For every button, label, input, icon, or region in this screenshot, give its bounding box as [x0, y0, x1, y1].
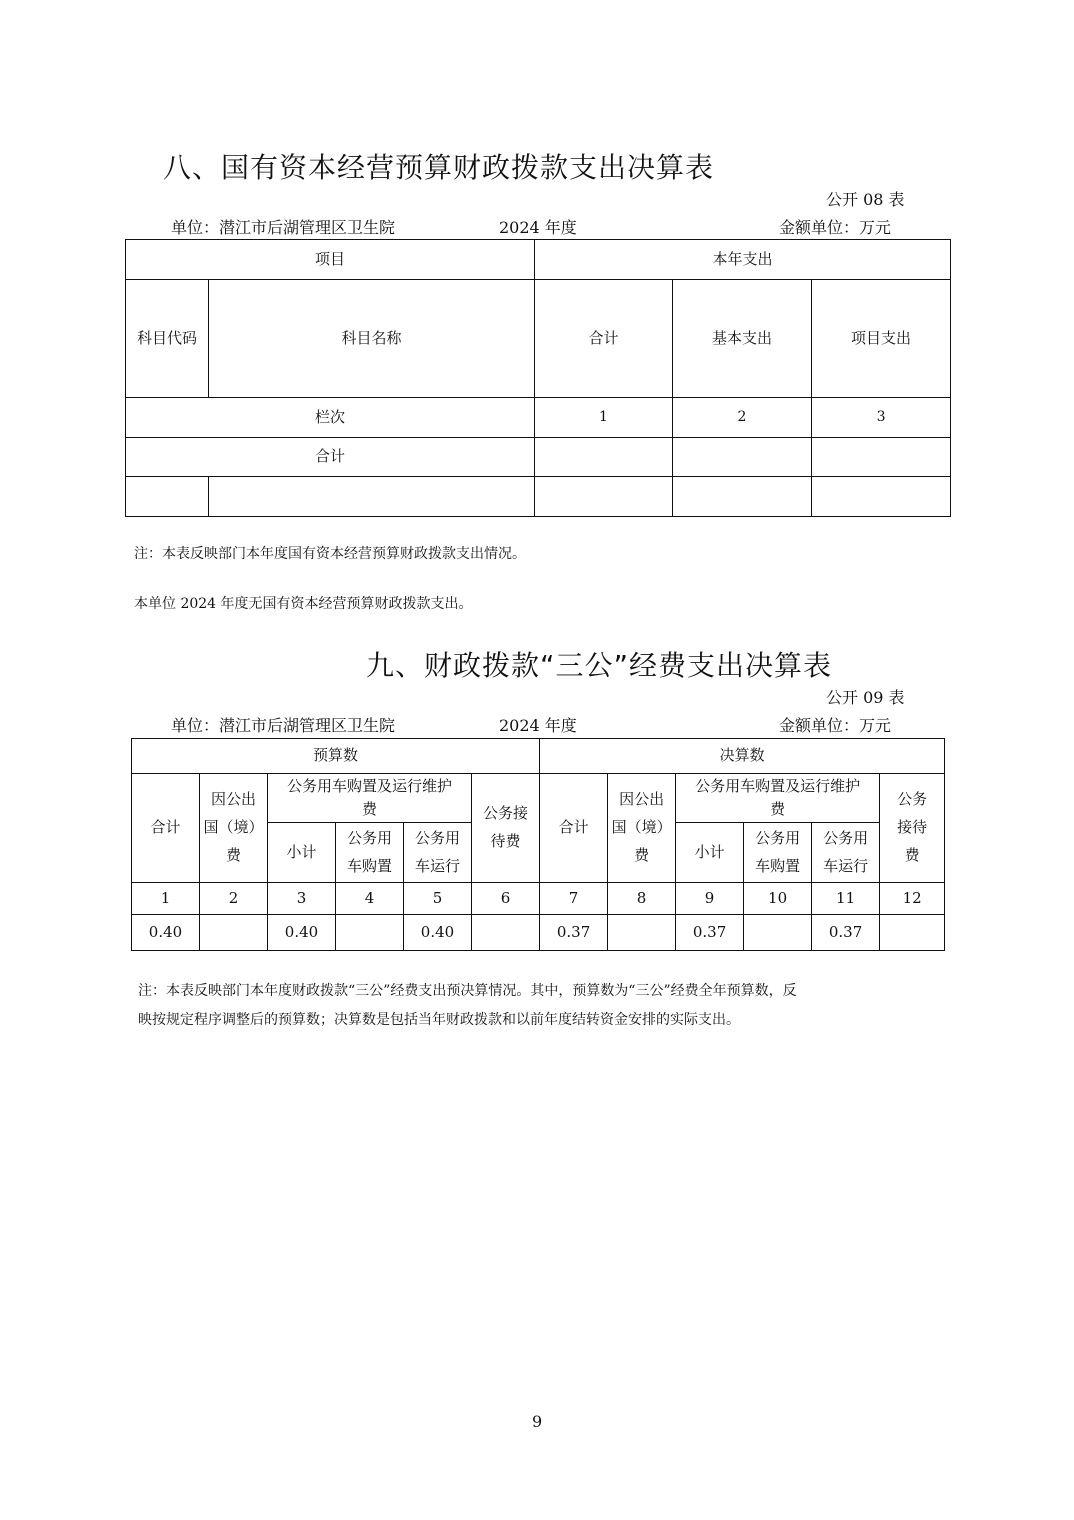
section8-form-no: 公开 08 表 — [826, 190, 905, 209]
t9-header-budget: 预算数 — [132, 739, 540, 774]
t8-row-total-label: 合计 — [126, 438, 535, 477]
t9-value-cell — [472, 915, 540, 951]
t9-col-number: 7 — [540, 883, 608, 915]
t8-header-name: 科目名称 — [209, 280, 535, 398]
section9-unit: 单位：潜江市后湖管理区卫生院 — [171, 716, 396, 735]
t9-header-purchase-final — [744, 823, 812, 883]
t8-col-1: 1 — [535, 398, 673, 438]
t9-header-subtotal: 小计 — [268, 823, 336, 883]
t8-total-cell — [812, 438, 951, 477]
t8-col-3: 3 — [812, 398, 951, 438]
t9-col-number: 8 — [608, 883, 676, 915]
t9-header-subtotal-final: 小计 — [676, 823, 744, 883]
t9-abroad-line3: 费 — [634, 845, 650, 864]
t9-header-reception — [472, 774, 540, 883]
t8-empty-cell — [535, 477, 673, 517]
page-number: 9 — [532, 1412, 543, 1431]
t8-header-item: 项目 — [126, 240, 535, 280]
t8-header-project: 项目支出 — [812, 280, 951, 398]
t9-header-abroad — [200, 774, 268, 883]
t9-running-line2: 车运行 — [823, 856, 869, 875]
section9-year: 2024 年度 — [499, 716, 577, 735]
t8-row-column-label: 栏次 — [126, 398, 535, 438]
t9-value-cell: 0.40 — [268, 915, 336, 951]
section8-note: 注：本表反映部门本年度国有资本经营预算财政拨款支出情况。 — [134, 546, 526, 562]
t9-abroad-line3: 费 — [225, 845, 241, 864]
section8-unit: 单位：潜江市后湖管理区卫生院 — [171, 218, 396, 237]
t9-value-cell: 0.40 — [132, 915, 200, 951]
t9-col-number: 3 — [268, 883, 336, 915]
t9-value-cell — [608, 915, 676, 951]
t9-header-abroad-final — [608, 774, 676, 883]
t9-header-running — [404, 823, 472, 883]
section9-form-no: 公开 09 表 — [826, 688, 905, 707]
t9-header-total: 合计 — [132, 774, 200, 883]
t9-value-cell: 0.37 — [540, 915, 608, 951]
t9-col-number: 1 — [132, 883, 200, 915]
t8-total-cell — [535, 438, 673, 477]
section9-note-line1: 注：本表反映部门本年度财政拨款“三公”经费支出预决算情况。其中，预算数为“三公”经费全年预算数，反 — [138, 983, 797, 999]
t9-col-number: 2 — [200, 883, 268, 915]
t9-running-line1: 公务用 — [414, 828, 460, 847]
t8-empty-cell — [126, 477, 209, 517]
t9-reception-line1: 公务接 — [483, 804, 529, 823]
section8-currency: 金额单位：万元 — [779, 218, 892, 237]
t9-col-number: 10 — [744, 883, 812, 915]
t9-running-line2: 车运行 — [414, 856, 460, 875]
t8-total-cell — [673, 438, 812, 477]
t8-header-basic: 基本支出 — [673, 280, 812, 398]
section8-year: 2024 年度 — [499, 218, 577, 237]
t9-value-cell — [744, 915, 812, 951]
t9-header-running-final — [812, 823, 880, 883]
t9-car-line2: 费 — [361, 800, 377, 818]
t8-header-code: 科目代码 — [126, 280, 209, 398]
t9-col-number: 4 — [336, 883, 404, 915]
t8-empty-cell — [209, 477, 535, 517]
t9-col-number: 5 — [404, 883, 472, 915]
t9-car-line1: 公务用车购置及运行维护 — [695, 776, 861, 795]
t9-abroad-line2: 国（境） — [203, 818, 264, 837]
t9-col-number: 11 — [812, 883, 880, 915]
t9-purchase-line2: 车购置 — [346, 856, 392, 875]
table9 — [131, 738, 945, 951]
table8 — [125, 239, 951, 517]
section9-currency: 金额单位：万元 — [779, 716, 892, 735]
t8-header-expense: 本年支出 — [535, 240, 951, 280]
t9-reception-line2: 接待 — [897, 818, 928, 837]
t9-value-cell: 0.40 — [404, 915, 472, 951]
t9-car-line2: 费 — [770, 800, 786, 818]
t9-value-cell — [336, 915, 404, 951]
t8-empty-cell — [812, 477, 951, 517]
t9-header-car — [268, 774, 472, 823]
t9-reception-line2: 待费 — [490, 832, 521, 850]
t9-running-line1: 公务用 — [823, 828, 869, 847]
section9-title: 九、财政拨款“三公”经费支出决算表 — [366, 649, 833, 682]
section8-title: 八、国有资本经营预算财政拨款支出决算表 — [163, 151, 715, 184]
t9-value-cell: 0.37 — [812, 915, 880, 951]
t8-header-total: 合计 — [535, 280, 673, 398]
t9-abroad-line1: 因公出 — [619, 790, 665, 809]
t9-col-number: 6 — [472, 883, 540, 915]
t8-col-2: 2 — [673, 398, 812, 438]
t9-reception-line1: 公务 — [897, 790, 928, 809]
t9-header-reception-final — [880, 774, 945, 883]
section8-no-expense-note: 本单位 2024 年度无国有资本经营预算财政拨款支出。 — [134, 596, 473, 612]
t9-car-line1: 公务用车购置及运行维护 — [286, 776, 452, 795]
t9-header-final: 决算数 — [540, 739, 945, 774]
t9-value-cell — [200, 915, 268, 951]
t9-value-cell — [880, 915, 945, 951]
t9-header-purchase — [336, 823, 404, 883]
t9-header-total-final: 合计 — [540, 774, 608, 883]
t9-col-number: 9 — [676, 883, 744, 915]
t9-abroad-line2: 国（境） — [611, 818, 672, 837]
t8-empty-cell — [673, 477, 812, 517]
t9-header-car-final — [676, 774, 880, 823]
t9-value-cell: 0.37 — [676, 915, 744, 951]
t9-purchase-line2: 车购置 — [755, 856, 801, 875]
section9-note-line2: 映按规定程序调整后的预算数；决算数是包括当年财政拨款和以前年度结转资金安排的实际支出。 — [138, 1012, 740, 1028]
t9-reception-line3: 费 — [904, 845, 920, 864]
t9-purchase-line1: 公务用 — [755, 828, 801, 847]
t9-purchase-line1: 公务用 — [346, 828, 392, 847]
t9-abroad-line1: 因公出 — [210, 790, 256, 809]
t9-col-number: 12 — [880, 883, 945, 915]
